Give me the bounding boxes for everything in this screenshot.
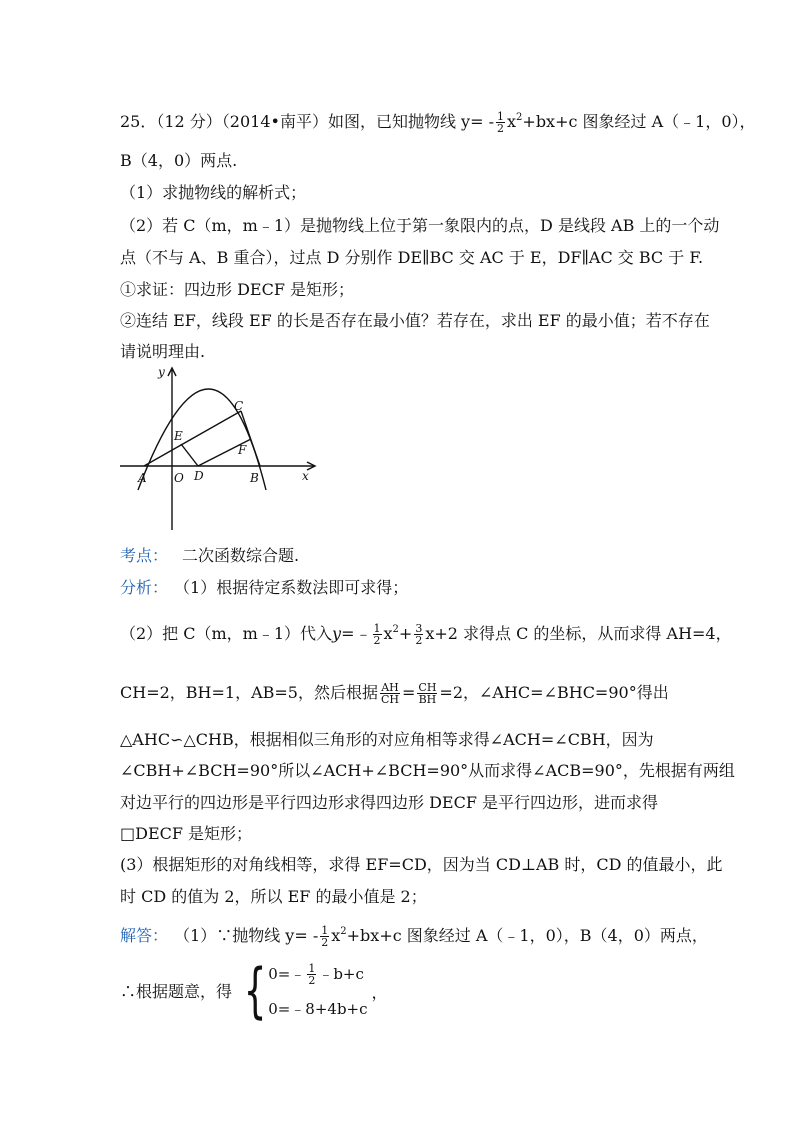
label-B: B	[250, 471, 259, 485]
fraction	[373, 623, 382, 646]
label-A: A	[138, 471, 147, 485]
eq1-pre: 0=﹣	[268, 964, 306, 983]
frac-num: 1	[308, 962, 316, 976]
label-F: F	[238, 443, 247, 457]
problem-tail: +bx+c 图象经过 A（﹣1，0），	[522, 112, 756, 131]
fenxi-5: ∠CBH+∠BCH=90°所以∠ACH+∠BCH=90°从而求得∠ACB=90°，先根据有两组	[120, 761, 735, 780]
problem-line-1	[120, 108, 756, 134]
frac-num: 1	[497, 110, 504, 123]
solution-line-2: ∴根据题意，得	[120, 982, 233, 1001]
label-D: D	[194, 469, 204, 483]
frac-num: AH	[381, 681, 399, 694]
kaodian-line	[120, 546, 299, 566]
exponent: 2	[392, 624, 399, 635]
equation-system	[236, 958, 388, 1024]
frac-den: 2	[373, 634, 381, 647]
fenxi-line	[120, 578, 408, 598]
fenxi-9: 时 CD 的值为 2，所以 EF 的最小值是 2；	[120, 887, 427, 906]
fenxi-label: 分析：	[120, 578, 169, 597]
label-C: C	[234, 399, 244, 413]
fraction	[417, 682, 437, 705]
var-x: x	[331, 926, 341, 945]
frac-den: 2	[321, 936, 329, 949]
frac-num: 3	[415, 622, 423, 635]
fenxi-7: □DECF 是矩形；	[120, 824, 253, 843]
frac-den: CH	[380, 693, 399, 706]
fraction	[414, 623, 423, 646]
solution-line-1	[120, 922, 708, 948]
fenxi-3-post: =2，∠AHC=∠BHC=90°得出	[439, 683, 669, 702]
equation-1	[268, 963, 367, 987]
var-x: x	[507, 112, 517, 131]
problem-line-2: B（4，0）两点.	[120, 151, 238, 170]
frac-den: 2	[497, 122, 504, 135]
fenxi-2-pre: （2）把 C（m，m﹣1）代入	[120, 624, 333, 643]
fenxi-6: 对边平行的四边形是平行四边形求得四边形 DECF 是平行四边形，进而求得	[120, 793, 659, 812]
segment-DE	[181, 444, 198, 466]
frac-num: 1	[321, 924, 329, 937]
fenxi-1: （1）根据待定系数法即可求得；	[182, 578, 409, 597]
parabola-figure	[110, 358, 330, 538]
solution-1-post: +bx+c 图象经过 A（﹣1，0），B（4，0）两点，	[346, 926, 708, 945]
frac-den: BH	[418, 693, 437, 706]
question-2b: 点（不与 A、B 重合），过点 D 分别作 DE∥BC 交 AC 于 E，DF∥AC 交 BC 于 F.	[120, 248, 704, 267]
frac-den: 2	[308, 974, 316, 988]
kaodian-label: 考点：	[120, 546, 169, 565]
equals: =	[402, 683, 416, 702]
problem-head: 25．（12 分）（2014•南平）如图，已知抛物线 y= -	[120, 112, 494, 131]
trailing-comma: ，	[371, 982, 388, 1002]
question-1: （1）求抛物线的解析式；	[120, 183, 307, 202]
fenxi-2-post: x+2 求得点 C 的坐标，从而求得 AH=4，	[425, 624, 732, 643]
kaodian-text: 二次函数综合题.	[182, 546, 300, 565]
fenxi-3-pre: CH=2，BH=1，AB=5，然后根据	[120, 683, 378, 702]
fraction	[307, 963, 316, 986]
plus: +	[398, 624, 413, 643]
exponent: 2	[516, 112, 523, 123]
fraction	[380, 682, 400, 705]
question-2c: ①求证：四边形 DECF 是矩形；	[120, 280, 355, 299]
question-2e: 请说明理由.	[120, 342, 206, 361]
solution-1-pre: （1）∵抛物线 y= -	[182, 926, 319, 945]
exponent: 2	[340, 926, 347, 937]
left-brace: {	[243, 956, 267, 1026]
fraction	[320, 925, 329, 948]
fraction	[496, 111, 505, 134]
eq1-post: ﹣b+c	[318, 964, 364, 983]
label-E: E	[174, 429, 183, 443]
x-label: x	[302, 469, 309, 483]
fenxi-8: (3）根据矩形的对角线相等，求得 EF=CD，因为当 CD⊥AB 时，CD 的值最小，此	[120, 855, 723, 874]
equations	[268, 963, 367, 1020]
frac-num: 1	[373, 622, 381, 635]
fenxi-2-y: y=﹣	[332, 624, 371, 643]
var-x: x	[383, 624, 393, 643]
frac-num: CH	[418, 681, 437, 694]
question-2a: （2）若 C（m，m﹣1）是抛物线上位于第一象限内的点，D 是线段 AB 上的一个动	[120, 216, 720, 235]
label-O: O	[174, 471, 184, 485]
solution-label: 解答：	[120, 926, 169, 945]
fenxi-3	[120, 682, 669, 705]
question-2d: ②连结 EF，线段 EF 的长是否存在最小值？若存在，求出 EF 的最小值；若不存在	[120, 311, 710, 330]
fenxi-4: △AHC∽△CHB，根据相似三角形的对应角相等求得∠ACH=∠CBH，因为	[120, 730, 654, 749]
fenxi-2	[120, 620, 732, 646]
frac-den: 2	[415, 634, 423, 647]
y-label: y	[158, 365, 165, 379]
equation-2: 0=﹣8+4b+c	[268, 1000, 368, 1019]
